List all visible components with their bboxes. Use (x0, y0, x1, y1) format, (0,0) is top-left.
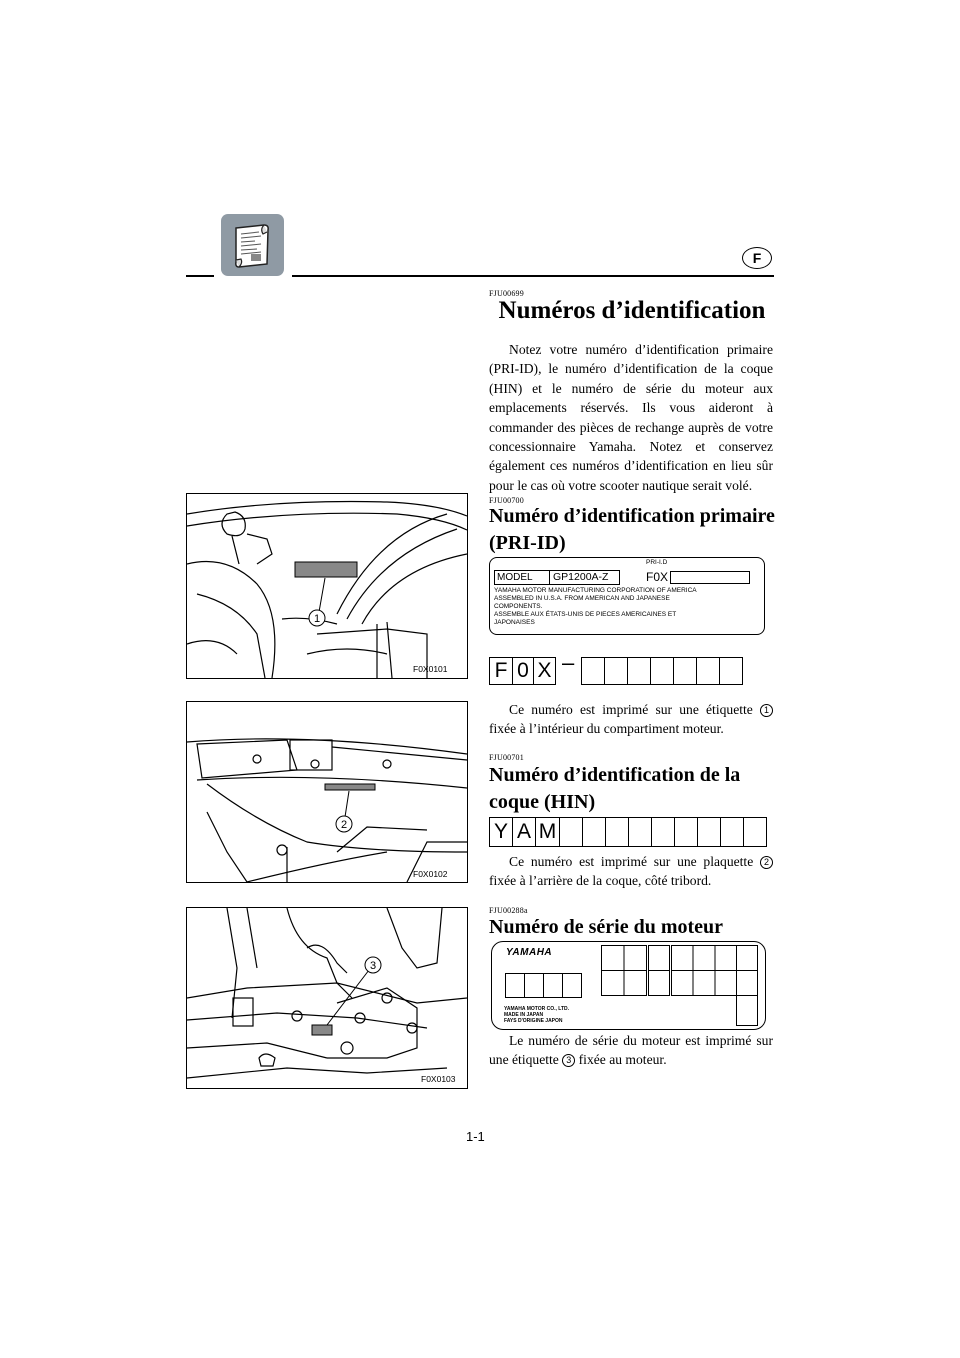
pri-id-label (489, 557, 765, 635)
figure-callout: 1 (313, 613, 321, 625)
label-line: COMPONENTS. (494, 603, 543, 610)
engine-label-text (504, 1006, 569, 1024)
section-title-pri-id (489, 503, 779, 557)
hin-paragraph (489, 852, 773, 891)
entry-box (583, 818, 606, 846)
page-title: Numéros d’identification (498, 297, 766, 324)
figure-hull-plate (186, 701, 468, 883)
entry-box (744, 818, 767, 846)
hin-char-box: M (536, 818, 560, 846)
intro-paragraph: Notez votre numéro d’identification primaire (PRI-ID), le numéro d’identification de la coque (HIN) et le numéro de série du moteur aux emplacements réservés. Ils vous aideront à commander des pièces de rechange auprès de votre concessionnaire Yamaha. Notez et conservez également ces numéros d’identification en lieu sûr pour le cas où votre scooter nautique serait volé. (489, 342, 773, 493)
section-code: FJU00288a (489, 906, 528, 915)
para-text: fixée à l’intérieur du compartiment moteur. (489, 721, 724, 737)
section-title-hin (489, 762, 779, 816)
label-line: YAMAHA MOTOR MANUFACTURING CORPORATION OF AMERICA (494, 587, 697, 594)
section-code: FJU00701 (489, 753, 524, 762)
label-line: JAPONAISES (494, 619, 535, 626)
label-line: YAMAHA MOTOR CO., LTD. (504, 1006, 569, 1012)
pri-char-box: 0 (513, 658, 534, 684)
entry-box (628, 658, 651, 684)
entry-box (675, 818, 698, 846)
section-code: FJU00699 (489, 289, 524, 298)
figure-label: F0X0102 (413, 869, 448, 879)
entry-box (651, 658, 674, 684)
para-text: Ce numéro est imprimé sur une étiquette (509, 702, 753, 717)
engine-left-boxes (505, 973, 582, 998)
engine-paragraph (489, 1031, 773, 1070)
hull-illustration (187, 702, 467, 882)
entry-box (697, 658, 720, 684)
engine-illustration (187, 908, 467, 1088)
pri-id-prefix-boxes (489, 657, 556, 685)
entry-box (582, 658, 605, 684)
pri-id-write-box (670, 571, 750, 584)
pri-char-box: F (490, 658, 513, 684)
pri-prefix: F0X (646, 570, 669, 584)
pri-id-entry-boxes (581, 657, 743, 685)
pri-id-dash: – (562, 650, 575, 675)
para-text: fixée à l’arrière de la coque, côté tribord. (489, 873, 712, 889)
hin-boxes (489, 817, 767, 847)
page-number: 1-1 (466, 1129, 485, 1144)
engine-serial-label (491, 941, 766, 1030)
language-badge (742, 247, 772, 269)
title-line: Numéro d’identification primaire (489, 505, 775, 527)
callout-ref: 1 (760, 704, 773, 717)
model-field (494, 570, 620, 585)
para-text: fixée au moteur. (578, 1052, 667, 1068)
para-text: Ce numéro est imprimé sur une plaquette (509, 854, 754, 869)
engine-serial-grid (601, 945, 759, 1026)
label-line: ASSEMBLED IN U.S.A. FROM AMERICAN AND JAPANESE (494, 595, 670, 602)
figure-label: F0X0103 (421, 1074, 456, 1084)
model-label: MODEL (497, 572, 533, 583)
pri-id-caption: PRI-I.D (646, 559, 668, 566)
label-line: ASSEMBLE AUX ÉTATS-UNIS DE PIECES AMERICAINES ET (494, 611, 677, 618)
entry-box (506, 974, 525, 997)
entry-box (563, 974, 582, 997)
figure-callout: 3 (369, 960, 377, 972)
engine-compartment-illustration (187, 494, 467, 678)
pri-char-box: X (534, 658, 556, 684)
title-line: Numéro d’identification de la (489, 764, 741, 786)
figure-label: F0X0101 (413, 664, 448, 674)
pri-label-text (494, 587, 697, 627)
entry-box (605, 658, 628, 684)
entry-box (629, 818, 652, 846)
manual-book-icon (221, 214, 284, 276)
callout-ref: 2 (760, 856, 773, 869)
engine-grid (601, 945, 759, 1026)
pri-id-paragraph (489, 700, 773, 739)
header-rule-left (186, 275, 214, 277)
figure-callout: 2 (340, 819, 348, 831)
title-line: (PRI-ID) (489, 532, 566, 554)
entry-box (606, 818, 629, 846)
para-text: Le numéro de série du moteur est imprimé sur une étiquette (489, 1033, 773, 1068)
figure-engine-serial (186, 907, 468, 1089)
header-icon (221, 214, 284, 276)
entry-box (698, 818, 721, 846)
section-title-engine: Numéro de série du moteur (489, 916, 724, 938)
entry-box (525, 974, 544, 997)
entry-box (560, 818, 583, 846)
figure-engine-compartment (186, 493, 468, 679)
entry-box (544, 974, 563, 997)
model-value: GP1200A-Z (549, 571, 619, 584)
header-rule-right (292, 275, 774, 277)
engine-label-brand: YAMAHA (506, 947, 553, 958)
entry-box (674, 658, 697, 684)
title-line: coque (HIN) (489, 791, 596, 813)
hin-char-box: Y (490, 818, 513, 846)
entry-box (652, 818, 675, 846)
label-line: MADE IN JAPAN (504, 1012, 544, 1018)
section-code: FJU00700 (489, 496, 524, 505)
entry-box (721, 818, 744, 846)
label-line: FAYS D'ORIGINE JAPON (504, 1018, 563, 1024)
language-letter: F (752, 250, 762, 266)
entry-box (720, 658, 743, 684)
hin-char-box: A (513, 818, 536, 846)
callout-ref: 3 (562, 1054, 575, 1067)
